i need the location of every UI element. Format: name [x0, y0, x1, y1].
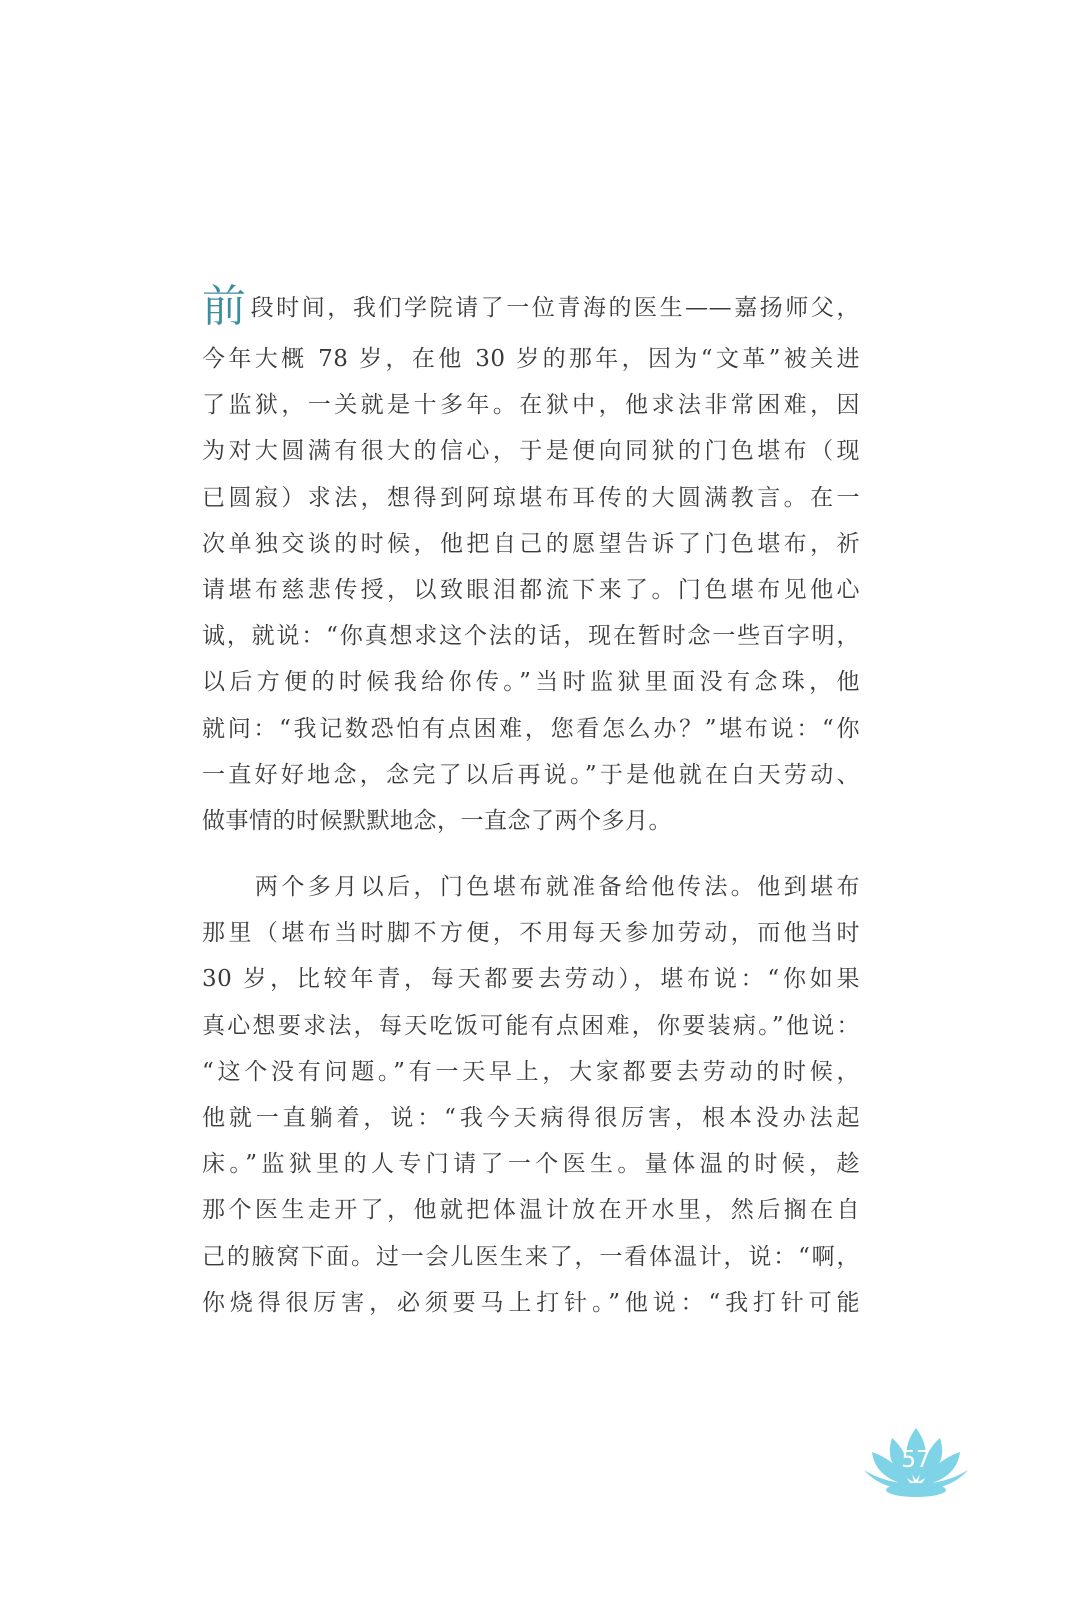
text-line: 那个医生走开了，他就把体温计放在开水里，然后搁在自 — [202, 1197, 860, 1224]
text-line: 以后方便的时候我给你传。”当时监狱里面没有念珠，他 — [202, 669, 860, 696]
text-line: 一直好好地念，念完了以后再说。”于是他就在白天劳动、 — [202, 761, 860, 788]
first-line-text: 段时间，我们学院请了一位青海的医生——嘉扬师父， — [248, 295, 860, 321]
text-line: 了监狱，一关就是十多年。在狱中，他求法非常困难，因 — [202, 392, 860, 419]
text-line: 床。”监狱里的人专门请了一个医生。量体温的时候，趁 — [202, 1151, 860, 1178]
text-line: 真心想要求法，每天吃饭可能有点困难，你要装病。”他说： — [202, 1012, 860, 1039]
text-line: 今年大概 78 岁，在他 30 岁的那年，因为“文革”被关进 — [202, 346, 860, 372]
text-line: 诚，就说：“你真想求这个法的话，现在暂时念一些百字明， — [202, 623, 860, 650]
paragraph-1 — [202, 336, 860, 844]
text-line: 请堪布慈悲传授，以致眼泪都流下来了。门色堪布见他心 — [202, 576, 860, 603]
text-line: 他就一直躺着，说：“我今天病得很厉害，根本没办法起 — [202, 1105, 860, 1131]
paragraph-2 — [202, 864, 860, 1326]
text-line: 你烧得很厉害，必须要马上打针。”他说：“我打针可能 — [202, 1289, 860, 1316]
text-line: 两个多月以后，门色堪布就准备给他传法。他到堪布 — [202, 874, 860, 901]
text-line: 就问：“我记数恐怕有点困难，您看怎么办？”堪布说：“你 — [202, 715, 860, 742]
article-body — [202, 280, 860, 1326]
text-line: 做事情的时候默默地念，一直念了两个多月。 — [202, 807, 672, 834]
drop-cap: 前 — [202, 281, 247, 332]
text-line: 次单独交谈的时候，他把自己的愿望告诉了门色堪布，祈 — [202, 530, 860, 557]
paragraph-gap — [202, 844, 860, 864]
text-line: 30 岁，比较年青，每天都要去劳动），堪布说：“你如果 — [202, 966, 860, 993]
page-number: 57 — [901, 1447, 931, 1473]
text-line: “这个没有问题。”有一天早上，大家都要去劳动的时候， — [202, 1058, 860, 1085]
text-line: 为对大圆满有很大的信心，于是便向同狱的门色堪布（现 — [202, 438, 860, 465]
text-line: 那里（堪布当时脚不方便，不用每天参加劳动，而他当时 — [202, 920, 860, 947]
text-line: 已圆寂）求法，想得到阿琼堪布耳传的大圆满教言。在一 — [202, 484, 860, 511]
text-line: 己的腋窝下面。过一会儿医生来了，一看体温计，说：“啊， — [202, 1243, 860, 1270]
first-line — [202, 280, 860, 336]
